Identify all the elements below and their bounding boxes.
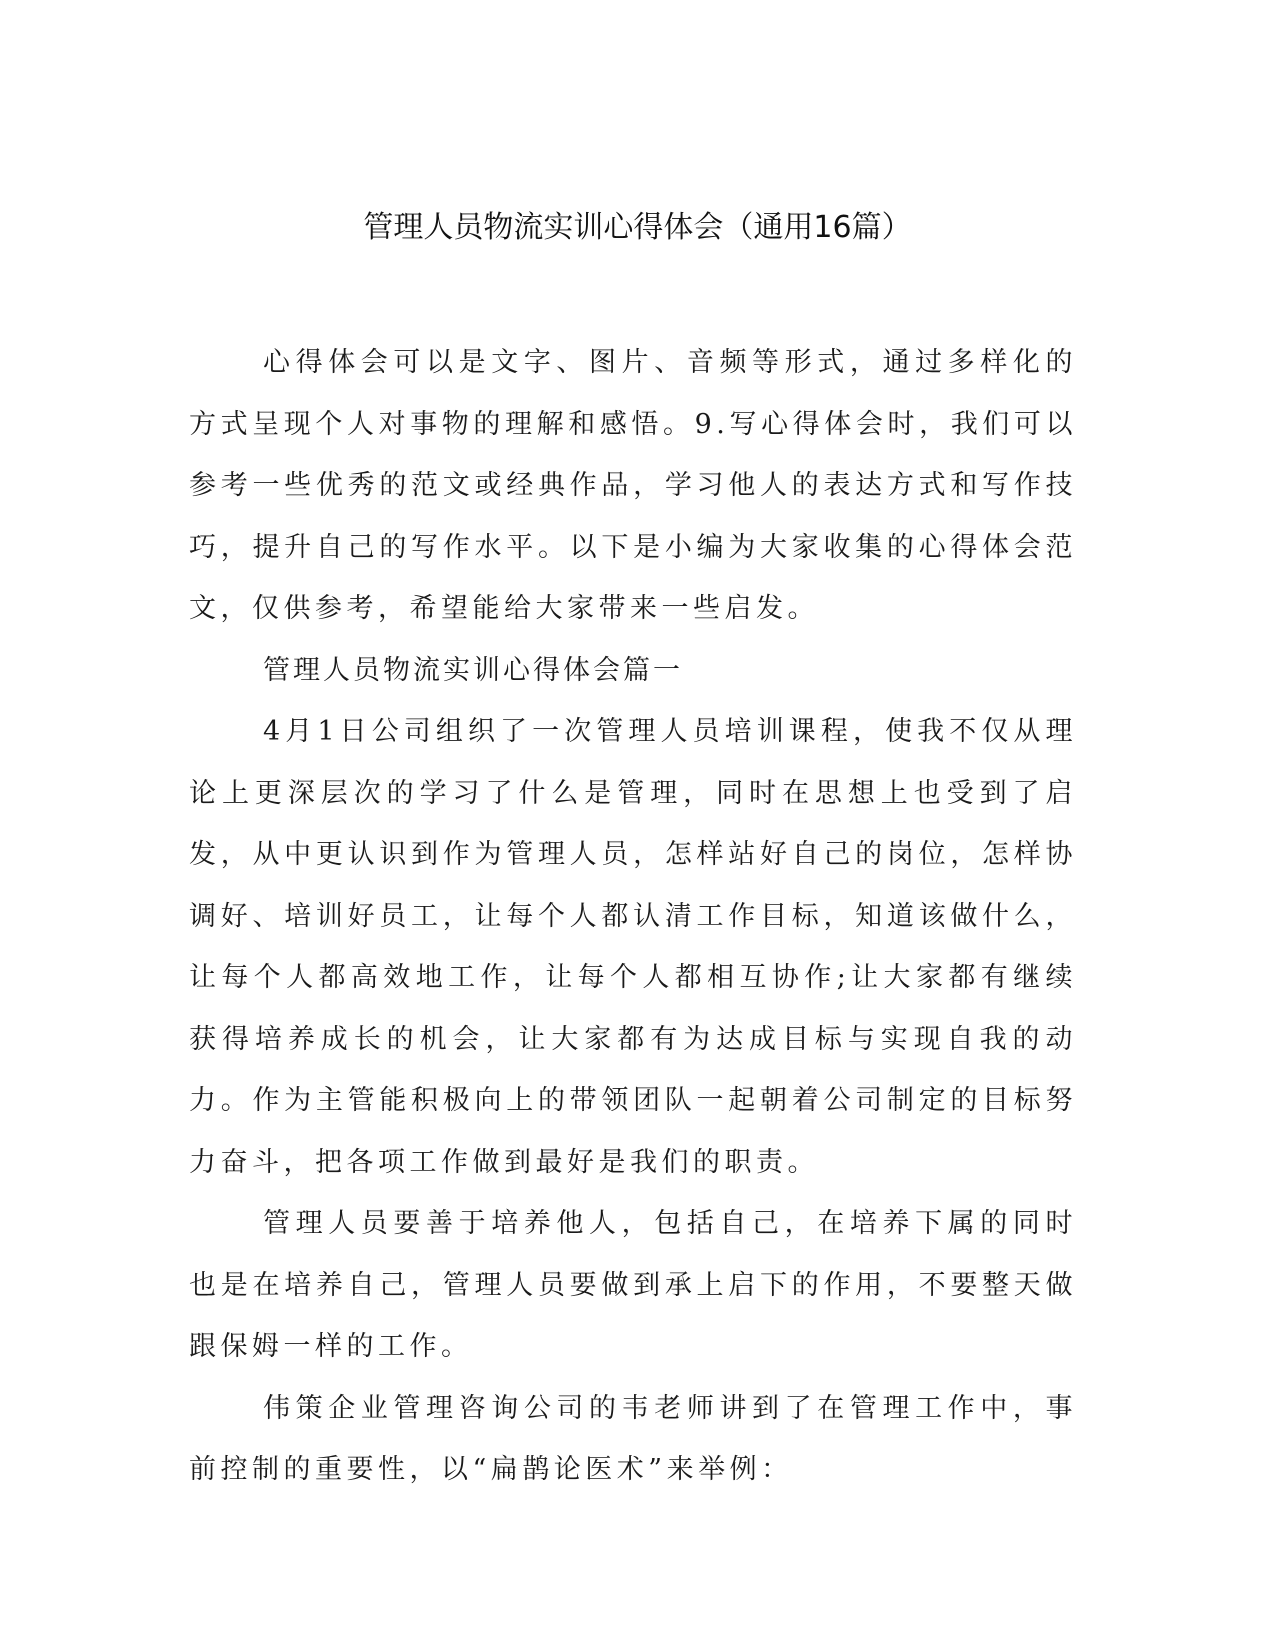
paragraph-cultivate: 管理人员要善于培养他人，包括自己，在培养下属的同时也是在培养自己，管理人员要做到承上启下的作用，不要整天做跟保姆一样的工作。: [189, 1208, 1077, 1362]
paragraph-teacher: 伟策企业管理咨询公司的韦老师讲到了在管理工作中，事前控制的重要性，以“扁鹊论医术”来举例：: [189, 1392, 1077, 1485]
section-heading: 管理人员物流实训心得体会篇一: [263, 654, 683, 686]
document-body: [189, 332, 1077, 1501]
paragraph-intro: 心得体会可以是文字、图片、音频等形式，通过多样化的方式呈现个人对事物的理解和感悟。9.写心得体会时，我们可以参考一些优秀的范文或经典作品，学习他人的表达方式和写作技巧，提升自己的写作水平。以下是小编为大家收集的心得体会范文，仅供参考，希望能给大家带来一些启发。: [189, 347, 1077, 624]
paragraph-training: 4月1日公司组织了一次管理人员培训课程，使我不仅从理论上更深层次的学习了什么是管理，同时在思想上也受到了启发，从中更认识到作为管理人员，怎样站好自己的岗位，怎样协调好、培训好员工，让每个人都认清工作目标，知道该做什么，让每个人都高效地工作，让每个人都相互协作;让大家都有继续获得培养成长的机会，让大家都有为达成目标与实现自我的动力。作为主管能积极向上的带领团队一起朝着公司制定的目标努力奋斗，把各项工作做到最好是我们的职责。: [189, 716, 1077, 1178]
document-title: 管理人员物流实训心得体会（通用16篇）: [363, 210, 912, 245]
